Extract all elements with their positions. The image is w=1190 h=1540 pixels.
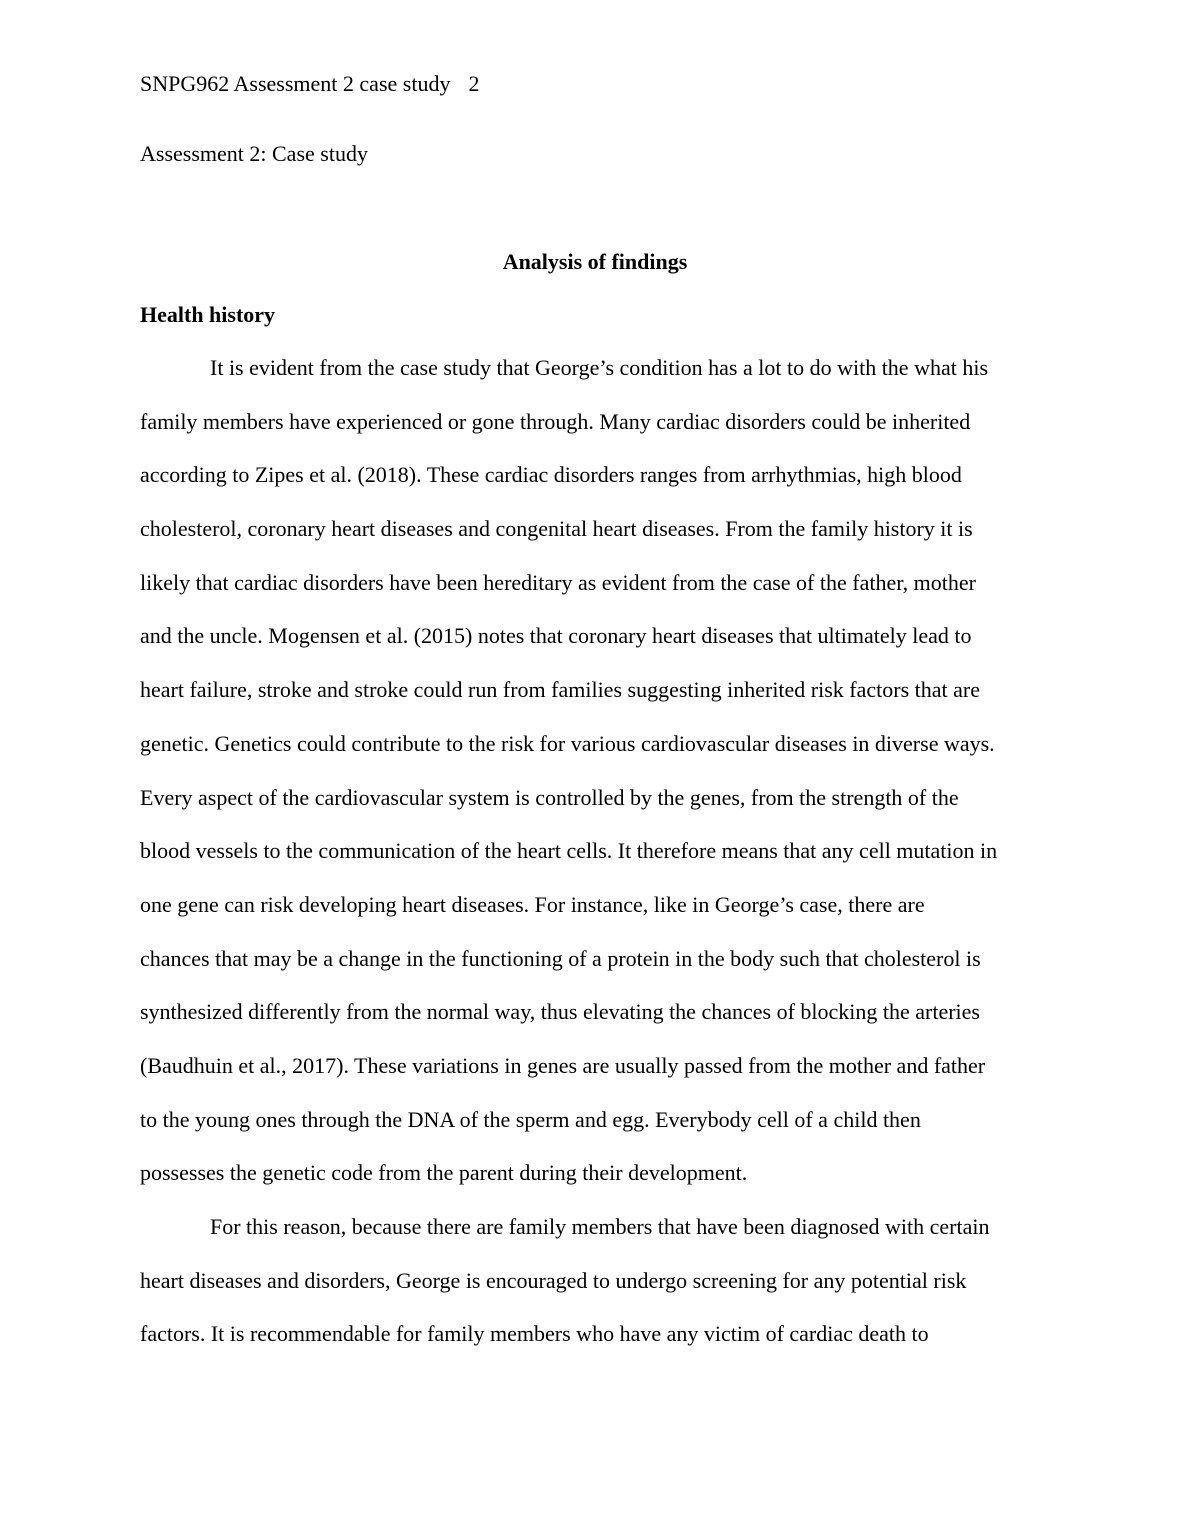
paragraph-line: to the young ones through the DNA of the sperm and egg. Everybody cell of a child then <box>140 1106 921 1132</box>
paragraph-line: factors. It is recommendable for family members who have any victim of cardiac death to <box>140 1321 929 1347</box>
document-title: Assessment 2: Case study <box>140 141 368 166</box>
paragraph-line: Every aspect of the cardiovascular system is controlled by the genes, from the strength of the <box>140 784 959 810</box>
paragraph-line: family members have experienced or gone through. Many cardiac disorders could be inherited <box>140 408 971 434</box>
body-text <box>140 354 1070 1374</box>
paragraph-line: heart diseases and disorders, George is encouraged to undergo screening for any potential risk <box>140 1267 967 1293</box>
paragraph-line: (Baudhuin et al., 2017). These variations in genes are usually passed from the mother and father <box>140 1052 986 1078</box>
page-number: 2 <box>468 71 480 96</box>
paragraph-line: It is evident from the case study that George’s condition has a lot to do with the what his <box>210 355 989 380</box>
subheading-health-history: Health history <box>140 302 276 327</box>
paragraph-line: and the uncle. Mogensen et al. (2015) notes that coronary heart diseases that ultimately lead to <box>140 623 972 649</box>
paragraph-line: synthesized differently from the normal way, thus elevating the chances of blocking the arteries <box>140 999 980 1025</box>
paragraph-line: heart failure, stroke and stroke could run from families suggesting inherited risk factors that are <box>140 677 981 703</box>
paragraph-line: one gene can risk developing heart diseases. For instance, like in George’s case, there are <box>140 891 925 917</box>
paragraph-line: genetic. Genetics could contribute to the risk for various cardiovascular diseases in diverse ways. <box>140 730 995 756</box>
running-header <box>140 70 479 98</box>
paragraph-line: blood vessels to the communication of the heart cells. It therefore means that any cell mutation in <box>140 838 998 864</box>
running-head-text: SNPG962 Assessment 2 case study <box>140 71 451 96</box>
paragraph-line: chances that may be a change in the functioning of a protein in the body such that cholesterol is <box>140 945 981 971</box>
paragraph-line: possesses the genetic code from the parent during their development. <box>140 1160 748 1186</box>
paragraph-line: according to Zipes et al. (2018). These cardiac disorders ranges from arrhythmias, high blood <box>140 462 962 488</box>
section-title: Analysis of findings <box>502 249 688 274</box>
paragraph-line: likely that cardiac disorders have been hereditary as evident from the case of the father, mother <box>140 569 976 595</box>
paragraph-line: For this reason, because there are family members that have been diagnosed with certain <box>210 1214 990 1239</box>
paragraph-line: cholesterol, coronary heart diseases and congenital heart diseases. From the family history it is <box>140 516 973 542</box>
